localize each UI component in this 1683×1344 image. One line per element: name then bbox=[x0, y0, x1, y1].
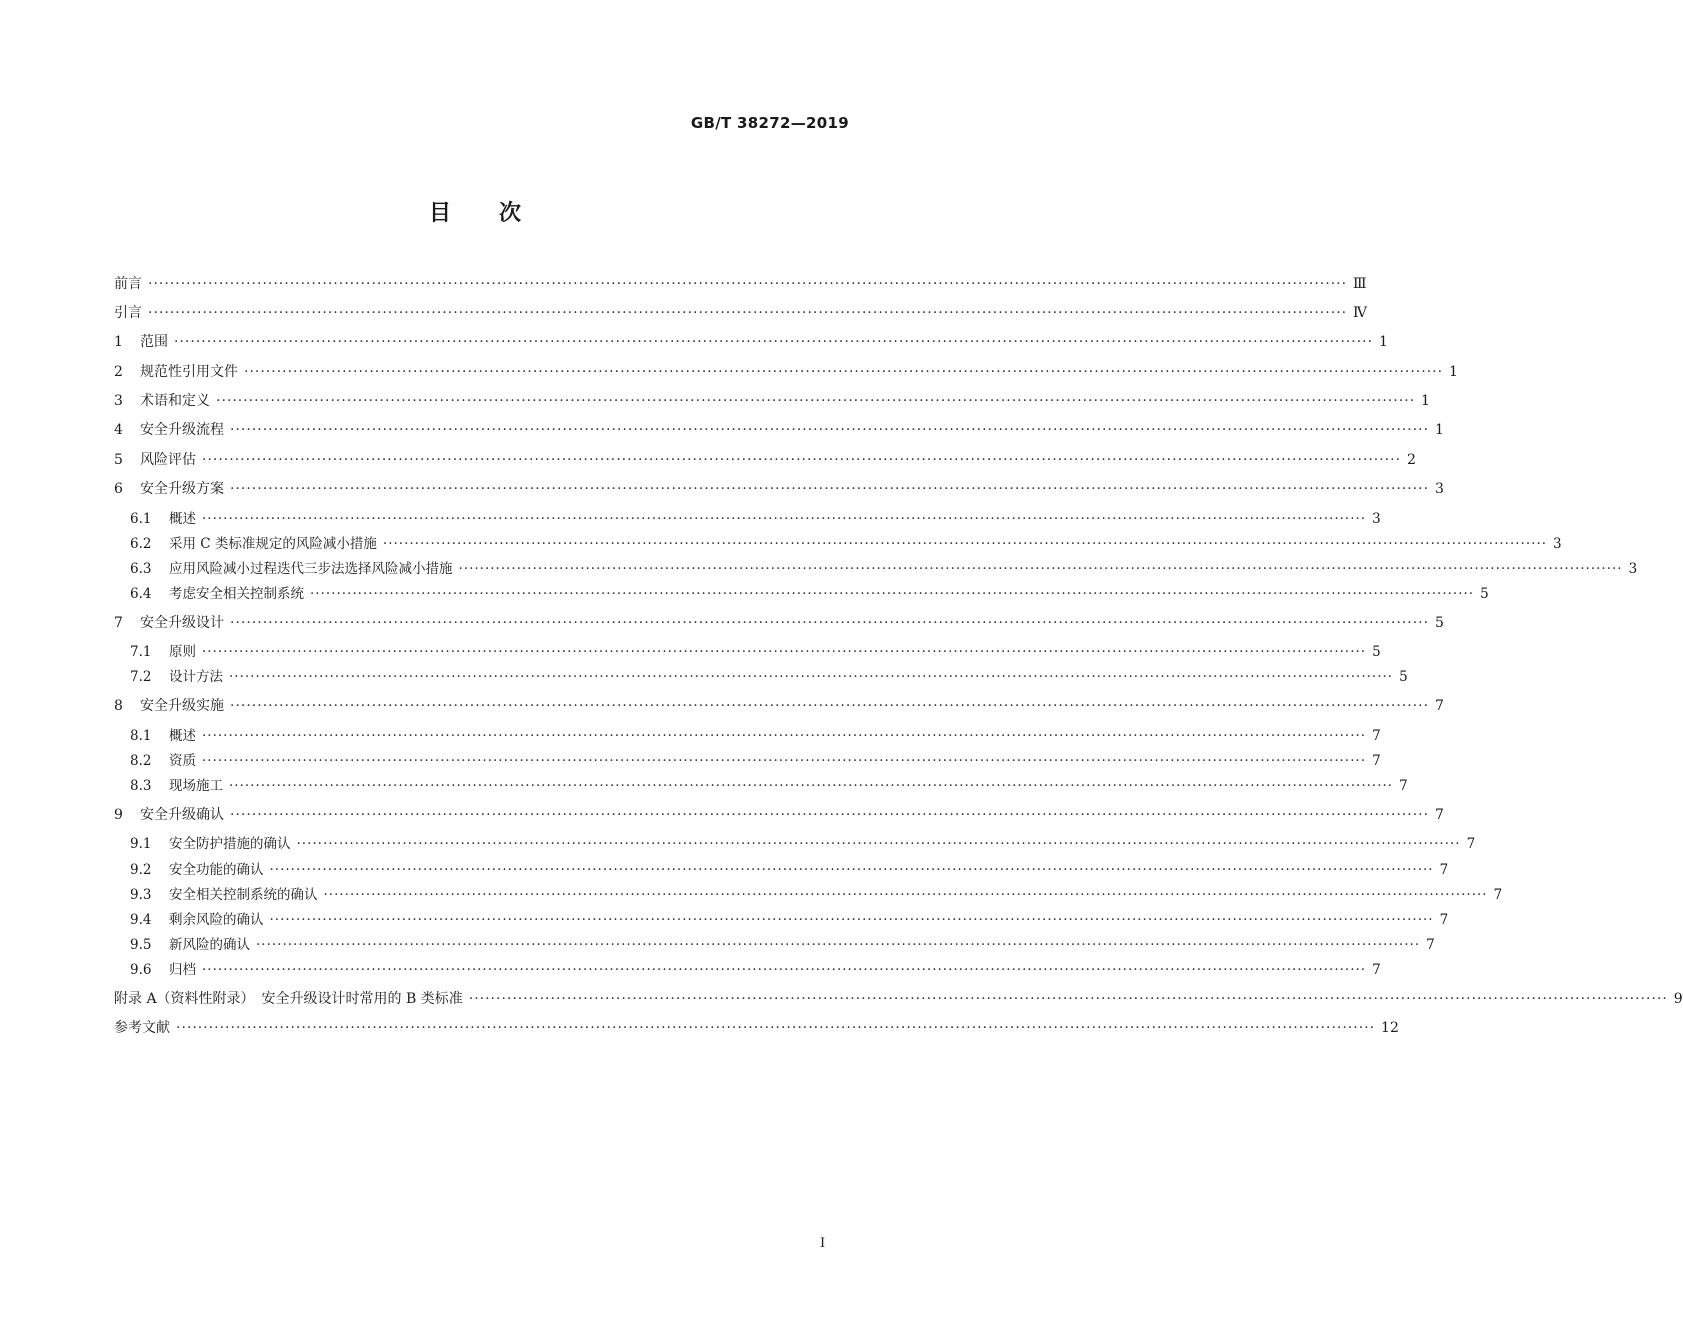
toc-entry-page: 5 bbox=[1399, 669, 1408, 685]
toc-entry-page: 5 bbox=[1372, 644, 1381, 660]
toc-dot-leader: ···························································································································································································································· bbox=[269, 862, 1434, 878]
toc-dot-leader: ···························································································································································································································· bbox=[148, 276, 1348, 292]
toc-dot-leader: ···························································································································································································································· bbox=[230, 698, 1430, 714]
toc-entry-page: 3 bbox=[1435, 481, 1444, 497]
toc-dot-leader: ···························································································································································································································· bbox=[202, 962, 1367, 978]
toc-entry-label: 规范性引用文件 bbox=[140, 364, 238, 380]
toc-entry-page: 5 bbox=[1435, 615, 1444, 631]
toc-dot-leader: ···························································································································································································································· bbox=[323, 887, 1488, 903]
toc-entry-page: 3 bbox=[1372, 511, 1381, 527]
toc-entry[interactable] bbox=[130, 910, 1449, 930]
toc-dot-leader: ···························································································································································································································· bbox=[230, 807, 1430, 823]
toc-entry-page: 7 bbox=[1466, 836, 1476, 852]
toc-entry-number: 9.5 bbox=[130, 937, 152, 953]
toc-entry[interactable] bbox=[130, 885, 1503, 905]
toc-entry-number: 9.3 bbox=[130, 887, 152, 903]
toc-entry-page: Ⅳ bbox=[1353, 305, 1368, 321]
toc-entry-label: 概述 bbox=[169, 511, 196, 527]
toc-entry-number: 6.3 bbox=[130, 561, 152, 577]
toc-dot-leader: ···························································································································································································································· bbox=[229, 669, 1394, 685]
toc-entry[interactable] bbox=[114, 805, 1444, 825]
toc-entry-number: 9.2 bbox=[130, 862, 152, 878]
toc-dot-leader: ···························································································································································································································· bbox=[296, 836, 1461, 852]
toc-entry-number: 9 bbox=[114, 807, 123, 823]
toc-entry-number: 1 bbox=[114, 334, 123, 350]
toc-entry-number: 9.4 bbox=[130, 912, 152, 928]
toc-entry-page: 5 bbox=[1480, 586, 1489, 602]
toc-entry-page: 7 bbox=[1439, 912, 1449, 928]
toc-entry-label: 应用风险减小过程迭代三步法选择风险减小措施 bbox=[169, 561, 453, 577]
toc-entry-number: 8.3 bbox=[130, 778, 152, 794]
toc-entry-page: 7 bbox=[1439, 862, 1449, 878]
toc-entry[interactable] bbox=[114, 391, 1430, 411]
page-title bbox=[0, 196, 950, 227]
toc-entry-page: Ⅲ bbox=[1353, 276, 1367, 292]
toc-entry-page: 7 bbox=[1372, 728, 1381, 744]
toc-entry-label: 安全功能的确认 bbox=[169, 862, 264, 878]
toc-entry-page: 1 bbox=[1435, 422, 1444, 438]
toc-entry-label: 安全升级实施 bbox=[140, 698, 224, 714]
toc-entry-number: 8.1 bbox=[130, 728, 152, 744]
toc-entry-number: 7 bbox=[114, 615, 123, 631]
toc-entry-label: 术语和定义 bbox=[140, 393, 210, 409]
toc-entry-label: 安全防护措施的确认 bbox=[169, 836, 291, 852]
title-char-1: 目 bbox=[428, 201, 451, 226]
toc-entry-label: 安全升级方案 bbox=[140, 481, 224, 497]
toc-dot-leader: ···························································································································································································································· bbox=[310, 586, 1475, 602]
toc-entry-page: 7 bbox=[1372, 962, 1381, 978]
toc-entry[interactable] bbox=[130, 559, 1638, 579]
toc-dot-leader: ···························································································································································································································· bbox=[174, 334, 1374, 350]
toc-entry-page: 7 bbox=[1399, 778, 1408, 794]
toc-entry-label: 风险评估 bbox=[140, 452, 196, 468]
toc-dot-leader: ···························································································································································································································· bbox=[202, 728, 1367, 744]
toc-entry[interactable] bbox=[130, 726, 1381, 746]
toc-entry[interactable] bbox=[130, 960, 1381, 980]
toc-entry-label: 安全升级设计 bbox=[140, 615, 224, 631]
toc-entry[interactable] bbox=[114, 362, 1458, 382]
toc-entry[interactable] bbox=[114, 303, 1368, 323]
toc-entry-label: 附录 A（资料性附录） 安全升级设计时常用的 B 类标准 bbox=[114, 991, 463, 1007]
toc-dot-leader: ···························································································································································································································· bbox=[202, 753, 1367, 769]
toc-entry-label: 前言 bbox=[114, 276, 142, 292]
page-number: I bbox=[820, 1236, 826, 1251]
toc-entry[interactable] bbox=[130, 584, 1489, 604]
toc-entry[interactable] bbox=[130, 667, 1408, 687]
toc-dot-leader: ···························································································································································································································· bbox=[382, 536, 1547, 552]
toc-entry-label: 范围 bbox=[140, 334, 168, 350]
toc-entry-label: 归档 bbox=[169, 962, 196, 978]
toc-entry-label: 资质 bbox=[169, 753, 196, 769]
toc-entry[interactable] bbox=[114, 989, 1683, 1009]
toc-entry[interactable] bbox=[114, 450, 1416, 470]
toc-dot-leader: ···························································································································································································································· bbox=[230, 615, 1430, 631]
toc-dot-leader: ···························································································································································································································· bbox=[244, 364, 1444, 380]
title-char-2: 次 bbox=[499, 201, 522, 226]
toc-entry-page: 7 bbox=[1493, 887, 1503, 903]
toc-entry-page: 7 bbox=[1372, 753, 1381, 769]
toc-dot-leader: ···························································································································································································································· bbox=[256, 937, 1421, 953]
toc-entry[interactable] bbox=[114, 696, 1444, 716]
toc-entry-page: 9 bbox=[1673, 991, 1683, 1007]
toc-entry[interactable] bbox=[114, 1018, 1399, 1038]
toc-dot-leader: ···························································································································································································································· bbox=[230, 422, 1430, 438]
toc-entry-number: 6.1 bbox=[130, 511, 152, 527]
toc-entry-page: 1 bbox=[1421, 393, 1430, 409]
toc-entry-label: 现场施工 bbox=[169, 778, 223, 794]
toc-dot-leader: ···························································································································································································································· bbox=[229, 778, 1394, 794]
toc-entry-number: 6.2 bbox=[130, 536, 152, 552]
toc-entry-number: 8 bbox=[114, 698, 123, 714]
toc-dot-leader: ···························································································································································································································· bbox=[148, 305, 1348, 321]
toc-entry-number: 5 bbox=[114, 452, 123, 468]
toc-entry-page: 12 bbox=[1381, 1020, 1399, 1036]
toc-dot-leader: ···························································································································································································································· bbox=[202, 644, 1367, 660]
toc-entry-number: 6 bbox=[114, 481, 123, 497]
toc-entry-number: 9.1 bbox=[130, 836, 152, 852]
toc-entry-page: 1 bbox=[1449, 364, 1458, 380]
toc-entry[interactable] bbox=[130, 509, 1381, 529]
toc-entry[interactable] bbox=[114, 479, 1444, 499]
toc-entry-label: 设计方法 bbox=[169, 669, 223, 685]
toc-entry-number: 7.2 bbox=[130, 669, 152, 685]
toc-dot-leader: ···························································································································································································································· bbox=[216, 393, 1416, 409]
toc-entry-page: 2 bbox=[1407, 452, 1416, 468]
toc-entry-label: 安全相关控制系统的确认 bbox=[169, 887, 318, 903]
toc-dot-leader: ···························································································································································································································· bbox=[468, 991, 1668, 1007]
toc-entry-number: 4 bbox=[114, 422, 123, 438]
toc-entry[interactable] bbox=[114, 613, 1444, 633]
toc-dot-leader: ···························································································································································································································· bbox=[269, 912, 1434, 928]
toc-entry-page: 1 bbox=[1379, 334, 1388, 350]
toc-entry-label: 参考文献 bbox=[114, 1020, 170, 1036]
toc-entry-page: 7 bbox=[1435, 807, 1444, 823]
toc-entry-number: 2 bbox=[114, 364, 123, 380]
toc-entry-label: 概述 bbox=[169, 728, 196, 744]
standard-code: GB/T 38272—2019 bbox=[690, 114, 849, 132]
toc-entry-number: 9.6 bbox=[130, 962, 152, 978]
toc-entry-label: 剩余风险的确认 bbox=[169, 912, 264, 928]
toc-entry[interactable] bbox=[114, 274, 1367, 294]
toc-entry-label: 新风险的确认 bbox=[169, 937, 250, 953]
toc-entry-label: 安全升级确认 bbox=[140, 807, 224, 823]
toc-entry-page: 7 bbox=[1435, 698, 1444, 714]
toc-dot-leader: ···························································································································································································································· bbox=[230, 481, 1430, 497]
toc-entry[interactable] bbox=[130, 642, 1381, 662]
toc-entry-page: 7 bbox=[1426, 937, 1435, 953]
toc-dot-leader: ···························································································································································································································· bbox=[202, 452, 1402, 468]
toc-entry-number: 8.2 bbox=[130, 753, 152, 769]
toc-entry[interactable] bbox=[130, 776, 1408, 796]
toc-entry-number: 7.1 bbox=[130, 644, 152, 660]
toc-entry-label: 安全升级流程 bbox=[140, 422, 224, 438]
toc-entry[interactable] bbox=[130, 834, 1476, 854]
toc-dot-leader: ···························································································································································································································· bbox=[202, 511, 1367, 527]
toc-entry-page: 3 bbox=[1628, 561, 1638, 577]
toc-entry[interactable] bbox=[130, 935, 1435, 955]
toc-entry[interactable] bbox=[114, 332, 1388, 352]
toc-entry-page: 3 bbox=[1553, 536, 1562, 552]
toc-entry[interactable] bbox=[130, 751, 1381, 771]
toc-entry-label: 考虑安全相关控制系统 bbox=[169, 586, 304, 602]
toc-entry-label: 采用 C 类标准规定的风险减小措施 bbox=[169, 536, 377, 552]
toc-entry-label: 原则 bbox=[169, 644, 196, 660]
toc-dot-leader: ···························································································································································································································· bbox=[176, 1020, 1376, 1036]
toc-dot-leader: ···························································································································································································································· bbox=[458, 561, 1623, 577]
toc-entry[interactable] bbox=[114, 420, 1444, 440]
toc-entry-number: 6.4 bbox=[130, 586, 152, 602]
toc-entry[interactable] bbox=[130, 534, 1562, 554]
toc-entry[interactable] bbox=[130, 860, 1449, 880]
toc-entry-number: 3 bbox=[114, 393, 123, 409]
toc-entry-label: 引言 bbox=[114, 305, 142, 321]
